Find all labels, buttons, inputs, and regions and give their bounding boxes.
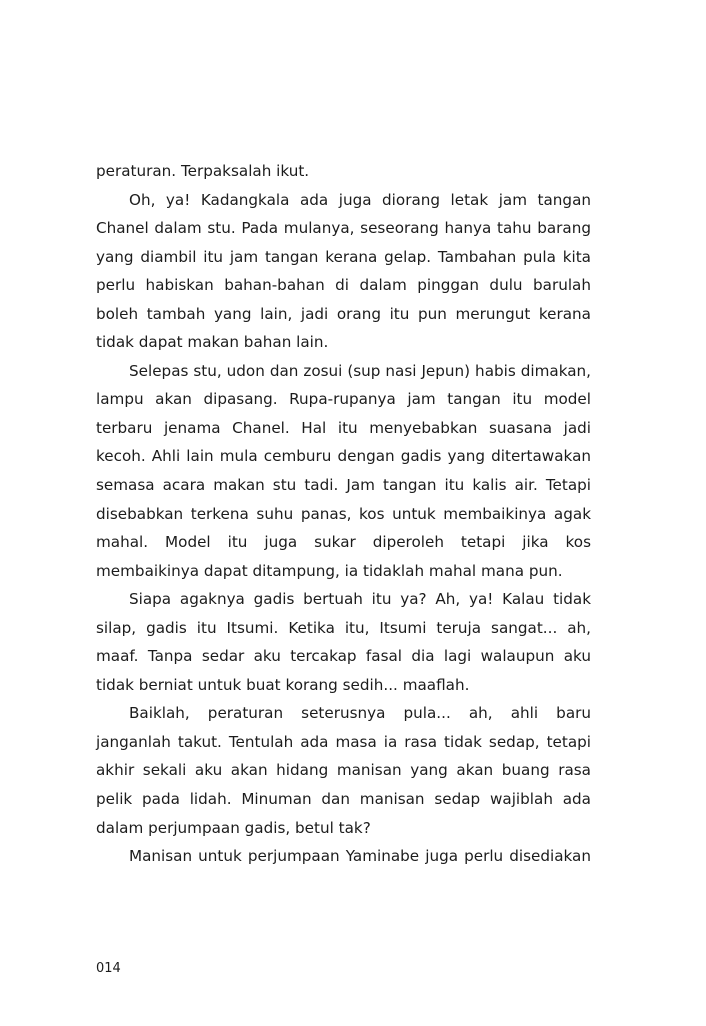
paragraph-continuation: peraturan. Terpaksalah ikut. bbox=[96, 162, 310, 180]
paragraph: Baiklah, peraturan seterusnya pula... ah, ahli baru janganlah takut. Tentulah ada masa ia rasa tidak sedap, tetapi akhir sekali aku akan hidang manisan yang akan buang rasa pelik pada lidah. Minuman dan manisan sedap wajiblah ada dalam perjumpaan gadis, betul tak? bbox=[96, 704, 591, 837]
page-number: 014 bbox=[96, 961, 121, 976]
paragraph: Siapa agaknya gadis bertuah itu ya? Ah, ya! Kalau tidak silap, gadis itu Itsumi. Ketika itu, Itsumi teruja sangat... ah, maaf. Tanpa sedar aku tercakap fasal dia lagi walaupun aku tidak berniat untuk buat korang sedih... maaflah. bbox=[96, 590, 591, 694]
body-text bbox=[96, 157, 591, 871]
paragraph-continued: Manisan untuk perjumpaan Yaminabe juga perlu disediakan bbox=[129, 847, 591, 866]
paragraph: Oh, ya! Kadangkala ada juga diorang letak jam tangan Chanel dalam stu. Pada mulanya, seseorang hanya tahu barang yang diambil itu jam tangan kerana gelap. Tambahan pula kita perlu habiskan bahan-bahan di dalam pinggan dulu barulah boleh tambah yang lain, jadi orang itu pun merungut kerana tidak dapat makan bahan lain. bbox=[96, 190, 591, 352]
paragraph: Selepas stu, udon dan zosui (sup nasi Jepun) habis dimakan, lampu akan dipasang. Rupa-rupanya jam tangan itu model terbaru jenama Chanel. Hal itu menyebabkan suasana jadi kecoh. Ahli lain mula cemburu dengan gadis yang ditertawakan semasa acara makan stu tadi. Jam tangan itu kalis air. Tetapi disebabkan terkena suhu panas, kos untuk membaikinya agak mahal. Model itu juga sukar diperoleh tetapi jika kos membaikinya dapat ditampung, ia tidaklah mahal mana pun. bbox=[96, 361, 591, 580]
